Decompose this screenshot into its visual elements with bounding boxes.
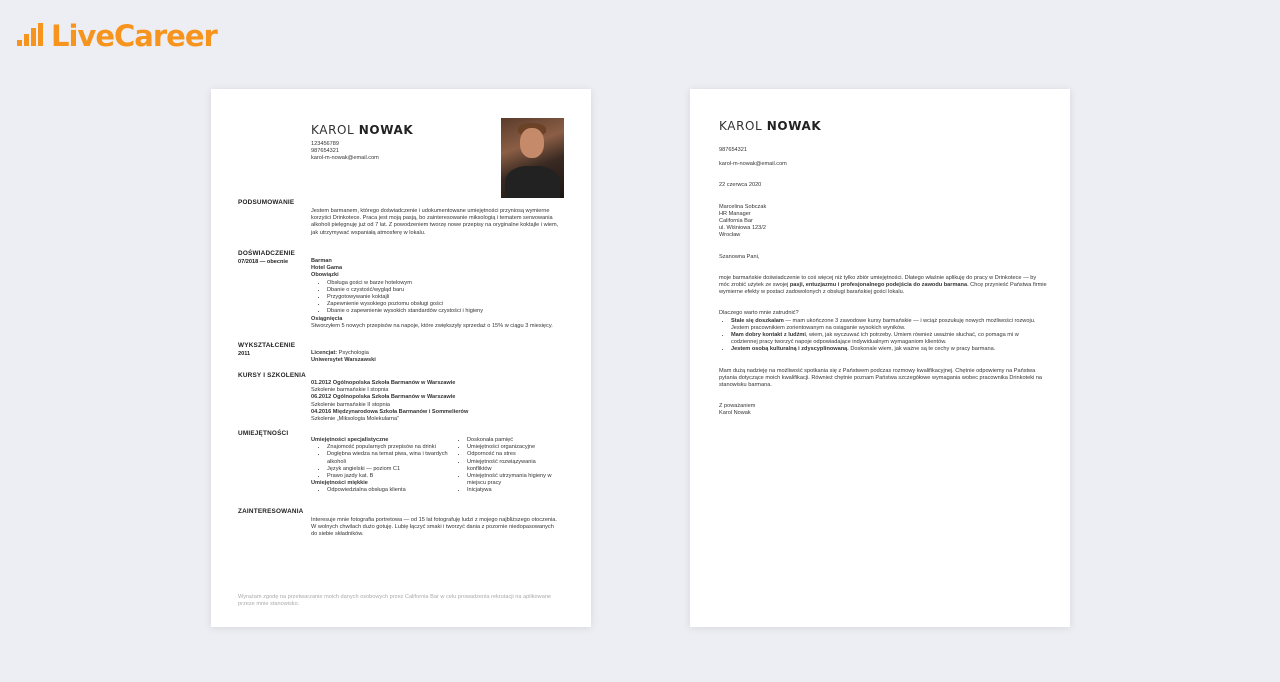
letter-date: 22 czerwca 2020 bbox=[719, 182, 762, 189]
why-hire-heading: Dlaczego warto mnie zatrudnić? bbox=[719, 310, 799, 317]
livecareer-logo[interactable] bbox=[17, 20, 217, 52]
list-item: • Jestem osobą kulturalną i zdyscyplinowaną. Doskonale wiem, jak ważne są te cechy w pracy barmana. bbox=[731, 346, 1047, 353]
list-item: • Doskonała pamięć bbox=[467, 437, 561, 444]
list-item: • Umiejętność utrzymania higieny w miejscu pracy bbox=[467, 473, 561, 487]
person-photo-icon bbox=[501, 118, 564, 198]
skills-heading: UMIEJĘTNOŚCI bbox=[238, 430, 289, 437]
list-item: • Odpowiedzialna obsługa klienta bbox=[327, 487, 451, 494]
letter-paragraph-1: moje barmańskie doświadczenie to coś więcej niż tylko zbiór umiejętności. Dlatego właśnie aplikuję do pracy w Drinkotece — by móc zrobić użytek ze swojej pasji, entuzjazmu i profesjonalnego podejścia do zawodu barmana. Chcę przynieść Państwa firmie wymierne efekty w postaci zadowolonych z obsługi barańskiej gości lokalu. bbox=[719, 274, 1047, 296]
resume-page bbox=[211, 89, 591, 627]
consent-clause: Wyrażam zgodę na przetwarzanie moich danych osobowych przez California Bar w celu prowadzenia rekrutacji na aplikowane przeze mnie stanowisko. bbox=[238, 594, 552, 608]
experience-heading: DOŚWIADCZENIE bbox=[238, 250, 295, 257]
letter-paragraph-2: Mam dużą nadzieję na możliwość spotkania się z Państwem podczas rozmowy kwalifikacyjnej. Chętnie odpowiemy na Państwa pytania dotyczące moich kwalifikacji. Również chętnie poznam Państwa szczegółowe wymagania wobec pracownika Drinkoteki na stanowisku barmana. bbox=[719, 367, 1043, 389]
interests-heading: ZAINTERESOWANIA bbox=[238, 508, 304, 515]
list-item: • Język angielski — poziom C1 bbox=[327, 466, 451, 473]
job-title: Barman bbox=[311, 258, 332, 264]
list-item: • Przygotowywanie koktajli bbox=[327, 294, 559, 301]
courses-block bbox=[311, 380, 559, 423]
course-desc: Szkolenie barmańskie II stopnia bbox=[311, 401, 390, 408]
list-item: • Znajomość popularnych przepisów na drinki bbox=[327, 444, 451, 451]
course-title: 01.2012 Ogólnopolska Szkoła Barmanów w Warszawie bbox=[311, 380, 456, 386]
course-title: 06.2012 Ogólnopolska Szkoła Barmanów w Warszawie bbox=[311, 394, 456, 401]
list-item: • Umiejętności organizacyjne bbox=[467, 444, 561, 451]
summary-heading: PODSUMOWANIE bbox=[238, 199, 295, 206]
education-heading: WYKSZTAŁCENIE bbox=[238, 342, 296, 349]
list-item: • Inicjatywa bbox=[467, 487, 561, 494]
skills-block bbox=[311, 437, 561, 495]
recipient-line: California Bar bbox=[719, 218, 753, 225]
education-block bbox=[311, 350, 559, 364]
list-item: • Umiejętność rozwiązywania konfliktów bbox=[467, 459, 561, 473]
recipient-line: HR Manager bbox=[719, 210, 751, 217]
cover-letter-page bbox=[690, 89, 1070, 627]
signature: Karol Nowak bbox=[719, 410, 751, 417]
logo-mark-icon bbox=[17, 23, 47, 49]
list-item: • Odporność na stres bbox=[467, 451, 561, 458]
course-title: 04.2016 Międzynarodowa Szkoła Barmanów i Sommelierów bbox=[311, 408, 469, 415]
list-item: • Dogłębna wiedza na temat piwa, wina i twardych alkoholi bbox=[327, 451, 451, 465]
email: karol-m-nowak@email.com bbox=[311, 155, 379, 162]
letter-phone: 987654321 bbox=[719, 147, 747, 153]
list-item: • Dbanie o czystość/wygląd baru bbox=[327, 287, 559, 294]
university: Uniwersytet Warszawski bbox=[311, 357, 376, 364]
employer: Hotel Gama bbox=[311, 265, 343, 272]
experience-dates: 07/2018 — obecnie bbox=[238, 259, 289, 265]
course-desc: Szkolenie „Miksologia Molekularna” bbox=[311, 416, 399, 423]
duties-list bbox=[311, 280, 559, 316]
course-desc: Szkolenie barmańskie I stopnia bbox=[311, 387, 389, 394]
experience-block bbox=[311, 258, 559, 330]
letter-email: karol-m-nowak@email.com bbox=[719, 161, 787, 168]
greeting: Szanowna Pani, bbox=[719, 253, 760, 260]
logo-text: LiveCareer bbox=[51, 19, 217, 53]
phone-2: 987654321 bbox=[311, 148, 339, 155]
summary-text: Jestem barmanem, którego doświadczenie i udokumentowane umiejętności przyniosą wymierne korzyści Drinkotece. Praca jest moją pasją, bo zainteresowanie miksologią i tematem serwowania alkoholi pielęgnuję już od 7 lat. Z powodzeniem tworzę nowe przepisy na oryginalne koktajle i wiem, jak utrzymywać wspaniałą atmosferę w lokalu. bbox=[311, 208, 559, 236]
achievements-text: Stworzyłem 5 nowych przepisów na napoje, które zwiększyły sprzedaż o 15% w ciągu 3 miesięcy. bbox=[311, 322, 553, 329]
list-item: • Obsługa gości w barze hotelowym bbox=[327, 280, 559, 287]
special-skills-heading: Umiejętności specjalistyczne bbox=[311, 437, 389, 443]
list-item: • Zapewnienie wysokiego poziomu obsługi gości bbox=[327, 301, 559, 308]
duties-heading: Obowiązki bbox=[311, 272, 339, 279]
letter-body bbox=[719, 147, 1047, 418]
recipient-line: ul. Wiśniowa 123/2 bbox=[719, 225, 766, 232]
resume-name: KAROL NOWAK bbox=[311, 123, 414, 137]
degree-label: Licencjat: bbox=[311, 350, 338, 356]
resume-contact bbox=[311, 141, 379, 163]
list-item: • Stale się doszkalam — mam ukończone 3 zawodowe kursy barmańskie — i wciąż poszukuję nowych możliwości rozwoju. Jestem pracownikiem zorientowanym na osiąganie wysokich wyników. bbox=[731, 318, 1047, 332]
list-item: • Mam dobry kontakt z ludźmi, wiem, jak wyczuwać ich potrzeby. Umiem również uważnie słuchać, co pomaga mi w codziennej pracy tworzyć napoje odpowiadające indywidualnym wymaganiom klientów. bbox=[731, 332, 1047, 346]
letter-name: KAROL NOWAK bbox=[719, 119, 822, 133]
interests-text: Interesuje mnie fotografia portretowa — od 15 lat fotografuję ludzi z mojego najbliższego otoczenia. W wolnych chwilach dużo gotuję. Lubię łączyć smaki i tworzyć dania z pozornie niedopasowanych do siebie składników. bbox=[311, 517, 557, 538]
courses-heading: KURSY I SZKOLENIA bbox=[238, 372, 306, 379]
education-year: 2011 bbox=[238, 351, 251, 357]
recipient-line: Marcelina Sobczak bbox=[719, 203, 767, 210]
phone-1: 123456789 bbox=[311, 141, 339, 147]
letter-bullets bbox=[719, 318, 1047, 354]
achievements-heading: Osiągnięcia bbox=[311, 315, 343, 322]
soft-skills-heading: Umiejętności miękkie bbox=[311, 480, 368, 487]
degree-field: Psychologia bbox=[337, 350, 369, 356]
recipient-line: Wrocław bbox=[719, 232, 741, 239]
closing: Z poważaniem bbox=[719, 403, 756, 410]
list-item: • Prawo jazdy kat. B bbox=[327, 473, 451, 480]
list-item: • Dbanie o zapewnienie wysokich standardów czystości i higieny bbox=[327, 308, 559, 315]
